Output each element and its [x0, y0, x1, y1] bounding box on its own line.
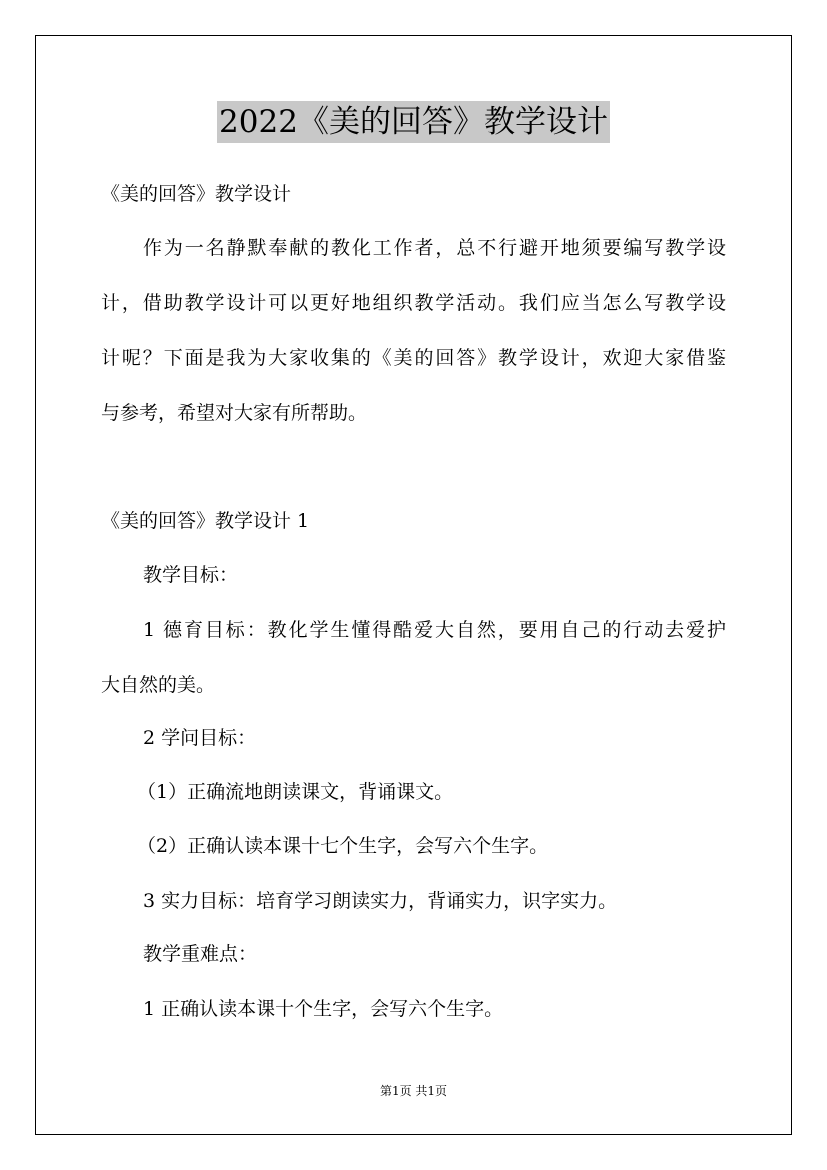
intro-line-4: 与参考，希望对大家有所帮助。: [101, 402, 368, 424]
knowledge-item-1: （1）正确流地朗读课文，背诵课文。: [137, 781, 454, 803]
subtitle: 《美的回答》教学设计: [101, 183, 292, 205]
knowledge-goal: 2 学问目标：: [143, 727, 257, 749]
goals-label: 教学目标：: [143, 564, 239, 586]
page-footer: 第1页 共1页: [379, 1084, 448, 1098]
moral-goal-line-2: 大自然的美。: [101, 674, 216, 696]
title-container: [0, 101, 827, 143]
section-heading: 《美的回答》教学设计 1: [101, 510, 310, 532]
moral-goal-line-1: 1 德育目标：教化学生懂得酷爱大自然，要用自己的行动去爱护: [143, 619, 726, 641]
ability-goal: 3 实力目标：培育学习朗读实力，背诵实力，识字实力。: [143, 890, 618, 912]
intro-line-1: 作为一名静默奉献的教化工作者，总不行避开地须要编写教学设: [143, 237, 726, 259]
key-point-1: 1 正确认读本课十个生字，会写六个生字。: [143, 998, 504, 1020]
document-title: 2022《美的回答》教学设计: [217, 101, 610, 143]
knowledge-item-2: （2）正确认读本课十七个生字，会写六个生字。: [137, 835, 549, 857]
intro-line-2: 计，借助教学设计可以更好地组织教学活动。我们应当怎么写教学设: [101, 292, 726, 314]
key-points-label: 教学重难点：: [143, 943, 258, 965]
intro-line-3: 计呢？下面是我为大家收集的《美的回答》教学设计，欢迎大家借鉴: [101, 347, 726, 369]
